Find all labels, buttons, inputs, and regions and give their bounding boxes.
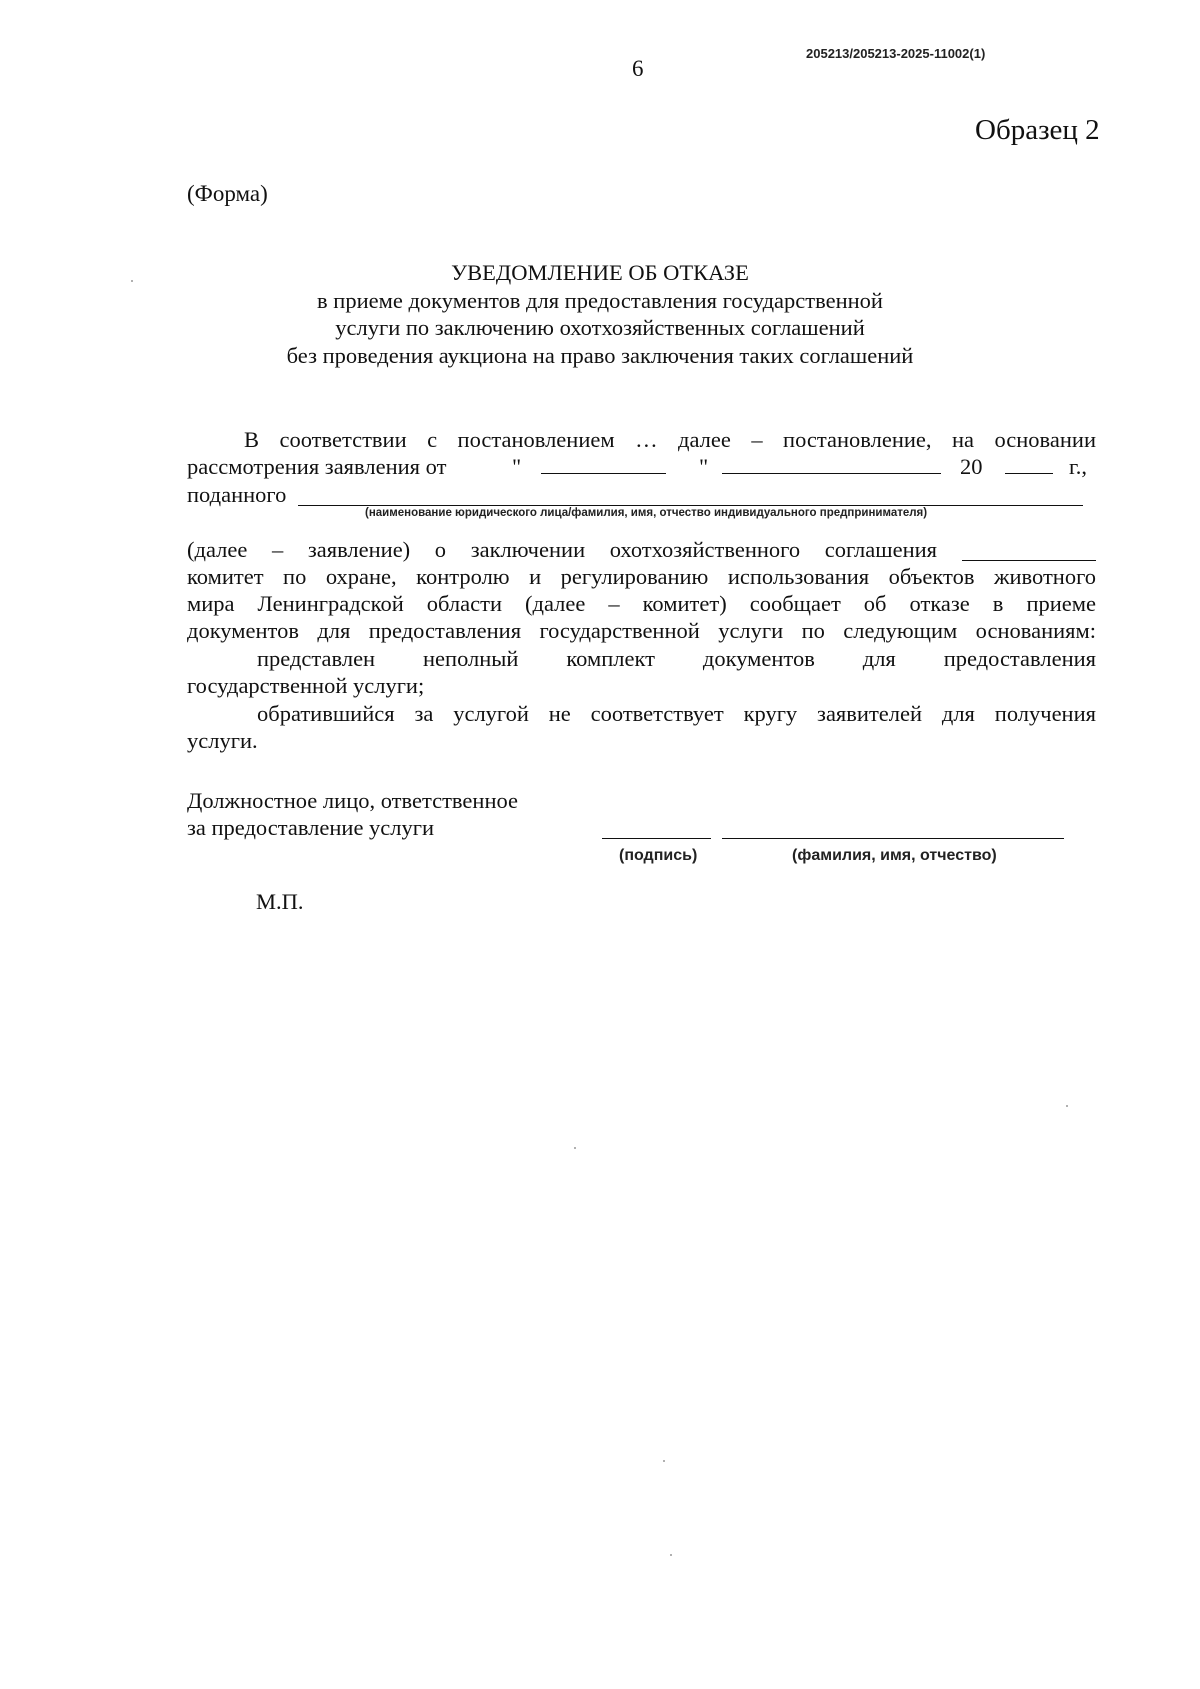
- sample-label: Образец 2: [975, 114, 1100, 146]
- paragraph-2-line-4: документов для предоставления государственной услуги по следующим основаниям:: [187, 618, 1096, 643]
- reason-2-line-1: обратившийся за услугой не соответствует кругу заявителей для получения: [257, 701, 1096, 726]
- stamp-placeholder: М.П.: [256, 889, 304, 914]
- scan-speck: [1066, 1105, 1068, 1107]
- close-quote: ": [699, 454, 709, 479]
- scan-speck: [663, 1460, 665, 1462]
- scan-speck: [574, 1147, 576, 1149]
- year-prefix: 20: [960, 454, 983, 479]
- year-suffix: г.,: [1069, 454, 1087, 479]
- full-name-caption: (фамилия, имя, отчество): [792, 847, 997, 864]
- full-name-blank-line: [722, 838, 1064, 839]
- paragraph-2-line-2: комитет по охране, контролю и регулированию использования объектов животного: [187, 564, 1096, 589]
- reason-2-line-2: услуги.: [187, 728, 258, 753]
- page-number: 6: [632, 56, 644, 81]
- reason-1-line-1: представлен неполный комплект документов для предоставления: [257, 646, 1096, 671]
- submitted-by-label: поданного: [187, 482, 287, 507]
- document-id: 205213/205213-2025-11002(1): [806, 46, 986, 61]
- title-line-2: в приеме документов для предоставления государственной: [317, 287, 883, 313]
- official-title-line-2: за предоставление услуги: [187, 815, 435, 840]
- signature-caption: (подпись): [619, 847, 698, 864]
- day-blank-line: [541, 453, 666, 474]
- title-line-4: без проведения аукциона на право заключения таких соглашений: [286, 342, 914, 368]
- title-line-3: услуги по заключению охотхозяйственных соглашений: [335, 315, 865, 340]
- paragraph-2-line-3: мира Ленинградской области (далее – комитет) сообщает об отказе в приеме: [187, 591, 1096, 616]
- year-blank-line: [1005, 453, 1053, 474]
- agreement-text: (далее – заявление) о заключении охотхозяйственного соглашения: [187, 537, 937, 562]
- form-label: (Форма): [187, 181, 268, 206]
- applicant-blank-line: [298, 505, 1083, 506]
- applicant-caption: (наименование юридического лица/фамилия, имя, отчество индивидуального предпринимателя): [365, 507, 928, 519]
- paragraph-1-line-1: В соответствии с постановлением … далее – постановление, на основании: [244, 427, 1096, 452]
- reason-1-line-2: государственной услуги;: [187, 673, 425, 698]
- paragraph-1-line-3: [187, 481, 1096, 508]
- document-title: [0, 259, 1200, 369]
- month-blank-line: [722, 453, 941, 474]
- signature-blank-line: [602, 838, 711, 839]
- title-heading: УВЕДОМЛЕНИЕ ОБ ОТКАЗЕ: [451, 260, 749, 285]
- scan-speck: [670, 1554, 672, 1556]
- official-title-line-1: Должностное лицо, ответственное: [187, 788, 518, 813]
- open-quote: ": [512, 454, 522, 479]
- application-date-label: рассмотрения заявления от: [187, 454, 447, 479]
- scan-speck: [131, 280, 133, 282]
- paragraph-1-line-2: [187, 453, 1096, 480]
- agreement-blank-line: [962, 560, 1096, 561]
- paragraph-2-line-1: [187, 536, 1096, 563]
